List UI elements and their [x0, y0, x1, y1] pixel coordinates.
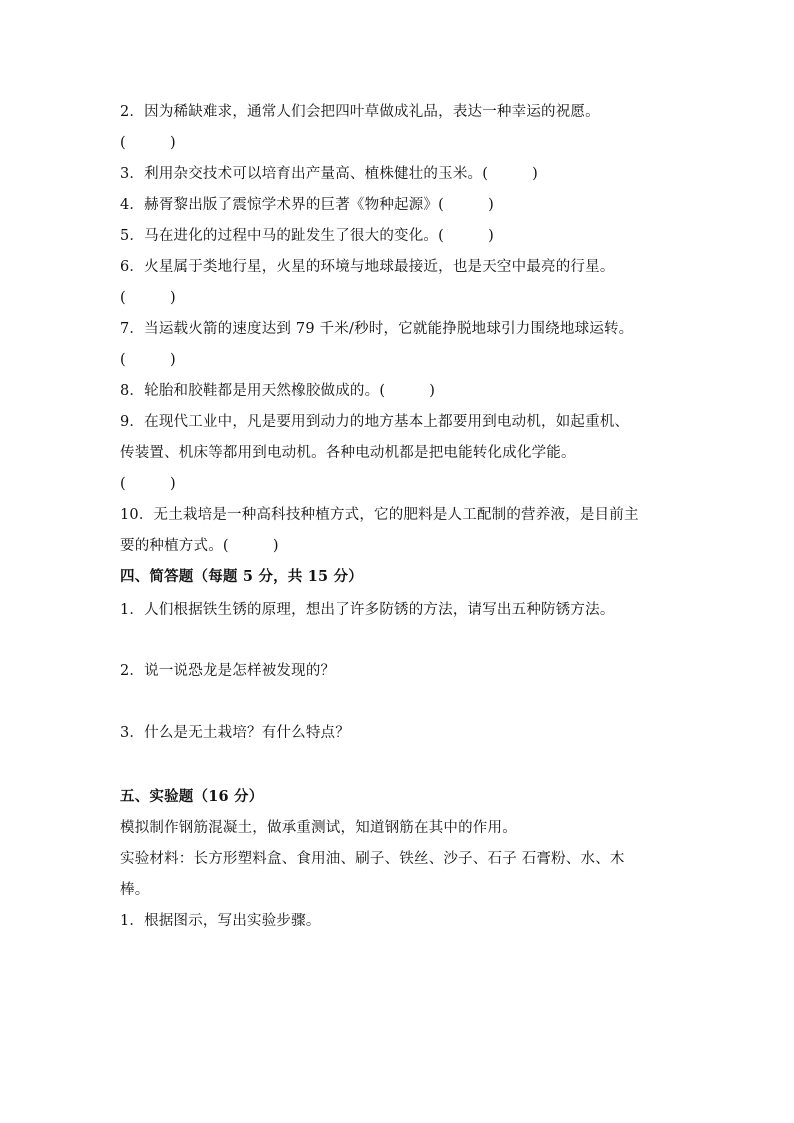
question-10-text-line-1: 10．无土栽培是一种高科技种植方式，它的肥料是人工配制的营养液，是目前主 [120, 507, 639, 523]
question-6-answer-blank: ( ) [120, 290, 176, 306]
short-answer-1-text: 1．人们根据铁生锈的原理，想出了许多防锈的方法，请写出五种防锈方法。 [120, 602, 615, 618]
section-5-heading: 五、实验题（16 分） [120, 788, 264, 805]
question-10-text-line-2: 要的种植方式。( ) [120, 538, 279, 554]
experiment-question-1-text: 1．根据图示，写出实验步骤。 [120, 913, 321, 929]
question-7-answer-blank: ( ) [120, 352, 176, 368]
question-3-text: 3．利用杂交技术可以培育出产量高、植株健壮的玉米。( ) [120, 166, 539, 182]
question-6-text: 6．火星属于类地行星，火星的环境与地球最接近，也是天空中最亮的行星。 [120, 259, 615, 275]
experiment-materials-line-1: 实验材料：长方形塑料盒、食用油、刷子、铁丝、沙子、石子 石膏粉、水、木 [120, 851, 625, 867]
question-2-text: 2．因为稀缺难求，通常人们会把四叶草做成礼品，表达一种幸运的祝愿。 [120, 104, 600, 120]
question-9-text-line-2: 传装置、机床等都用到电动机。各种电动机都是把电能转化成化学能。 [120, 445, 576, 461]
question-9-text-line-1: 9．在现代工业中，凡是要用到动力的地方基本上都要用到电动机，如起重机、 [120, 414, 630, 430]
question-9-answer-blank: ( ) [120, 476, 176, 492]
experiment-materials-line-2: 棒。 [120, 882, 150, 898]
short-answer-2-text: 2．说一说恐龙是怎样被发现的？ [120, 663, 336, 679]
question-5-text: 5．马在进化的过程中马的趾发生了很大的变化。( ) [120, 228, 494, 244]
section-4-heading: 四、简答题（每题 5 分，共 15 分） [120, 568, 363, 585]
question-2-answer-blank: ( ) [120, 135, 176, 151]
question-7-text: 7．当运载火箭的速度达到 79 千米/秒时，它就能挣脱地球引力围绕地球运转。 [120, 321, 634, 337]
experiment-intro-text: 模拟制作钢筋混凝土，做承重测试，知道钢筋在其中的作用。 [120, 820, 517, 836]
short-answer-3-text: 3．什么是无土栽培？有什么特点？ [120, 725, 350, 741]
question-8-text: 8．轮胎和胶鞋都是用天然橡胶做成的。( ) [120, 383, 436, 399]
question-4-text: 4．赫胥黎出版了震惊学术界的巨著《物种起源》( ) [120, 197, 494, 213]
